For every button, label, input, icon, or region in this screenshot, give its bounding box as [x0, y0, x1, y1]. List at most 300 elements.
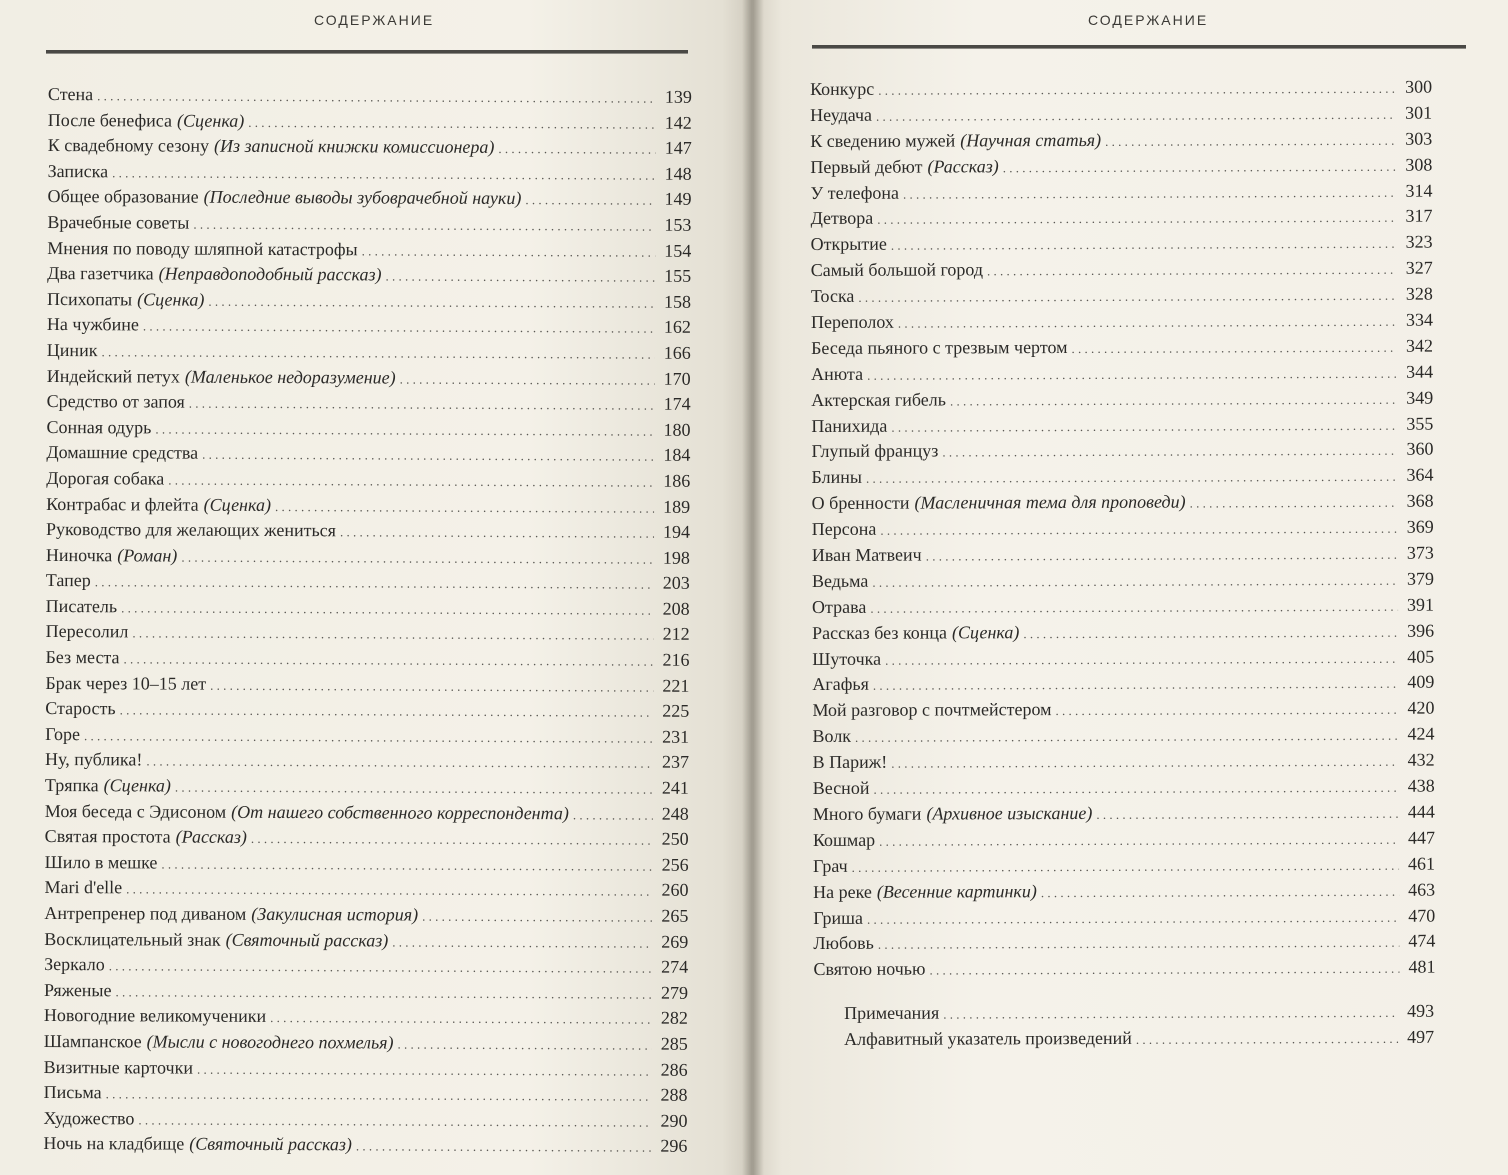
dot-leader	[84, 723, 653, 751]
dot-leader	[193, 212, 655, 240]
toc-entry	[812, 567, 1434, 595]
page-number: 237	[661, 752, 690, 773]
page-number: 225	[662, 700, 690, 722]
dot-leader	[161, 851, 652, 879]
entry-subtitle: (Весенние картинки)	[876, 880, 1037, 902]
entry-title: Отрава	[811, 596, 867, 617]
dot-leader	[362, 238, 656, 265]
toc-entry	[47, 236, 691, 264]
entry-subtitle: (Архивное изыскание)	[926, 802, 1093, 824]
entry-title: Мнения по поводу шляпной катастрофы	[47, 237, 358, 259]
toc-entry	[811, 385, 1433, 413]
entry-title: Средство от запоя	[46, 391, 185, 412]
page-number: 154	[664, 240, 692, 261]
entry-title: Панихида	[811, 415, 888, 436]
dot-leader	[942, 438, 1397, 466]
entry-subtitle: (Из записной книжки комиссионера)	[213, 135, 495, 158]
page-number: 248	[661, 803, 689, 824]
toc-entry	[44, 1003, 688, 1031]
toc-entry	[46, 466, 690, 494]
page-number: 166	[663, 342, 691, 363]
dot-leader	[872, 568, 1398, 596]
page-number: 198	[662, 547, 690, 568]
entry-title: Любовь	[813, 933, 874, 954]
entry-subtitle: (Неправдоподобный рассказ)	[158, 263, 382, 285]
page-number: 155	[664, 265, 692, 286]
toc-entry	[47, 210, 691, 238]
toc-list-right	[810, 75, 1435, 984]
toc-entry	[44, 1055, 688, 1083]
toc-list-left	[43, 82, 692, 1160]
page-number: 461	[1407, 853, 1436, 874]
toc-entry	[811, 282, 1433, 310]
toc-entry	[46, 543, 690, 571]
entry-subtitle: (Святочный рассказ)	[189, 1133, 353, 1155]
toc-entry	[43, 1106, 687, 1134]
dot-leader	[1023, 619, 1398, 646]
entry-title: Детвора	[810, 208, 874, 229]
dot-leader	[870, 594, 1398, 622]
toc-entry	[812, 489, 1434, 517]
dot-leader	[208, 288, 655, 316]
entry-subtitle: (Рассказ)	[175, 826, 247, 848]
page-number: 285	[660, 1033, 688, 1054]
toc-entry	[44, 927, 688, 955]
dot-leader	[943, 1000, 1398, 1028]
entry-title: Художество	[43, 1107, 135, 1129]
page-number: 379	[1406, 568, 1434, 589]
entry-title: Тоска	[810, 285, 855, 307]
toc-entry	[813, 825, 1435, 853]
toc-entry	[45, 671, 689, 699]
page-number: 189	[663, 496, 691, 517]
page-number: 364	[1406, 464, 1434, 486]
page-number: 158	[664, 291, 692, 312]
toc-entry	[47, 338, 691, 366]
page-number: 148	[664, 163, 692, 184]
dot-leader	[197, 1056, 652, 1084]
entry-subtitle: (От нашего собственного корреспондента)	[231, 801, 569, 823]
entry-subtitle: (Сценка)	[203, 494, 272, 515]
dot-leader	[95, 569, 654, 597]
entry-subtitle: (Сценка)	[176, 110, 245, 131]
toc-entry	[813, 774, 1435, 802]
entry-title: Брак через 10–15 лет	[45, 672, 207, 694]
entry-title: Шампанское	[43, 1030, 142, 1052]
page-number: 186	[663, 470, 691, 491]
dot-leader	[202, 442, 654, 470]
page-number: 355	[1406, 413, 1434, 434]
entry-title: Гриша	[813, 907, 864, 928]
dot-leader	[873, 671, 1399, 699]
toc-entry	[811, 256, 1433, 284]
dot-leader	[880, 516, 1397, 544]
entry-title: Много бумаги	[812, 803, 922, 824]
toc-entry	[812, 696, 1434, 724]
toc-entry	[48, 133, 692, 161]
page-number: 269	[661, 931, 689, 952]
page-number: 463	[1408, 879, 1436, 900]
toc-entry	[812, 644, 1434, 672]
entry-title: Переполох	[810, 311, 894, 333]
dot-leader	[878, 76, 1396, 104]
dot-leader	[891, 231, 1397, 259]
left-page	[0, 0, 752, 1175]
dot-leader	[876, 102, 1396, 130]
page-number: 432	[1407, 749, 1435, 770]
page-number: 349	[1406, 387, 1434, 408]
entry-subtitle: (Сценка)	[951, 621, 1020, 643]
page-number: 373	[1406, 542, 1434, 563]
page-number: 282	[660, 1008, 688, 1029]
entry-title: Весной	[812, 777, 870, 799]
toc-entry	[45, 696, 689, 724]
dot-leader	[106, 1081, 652, 1109]
toc-entry	[48, 159, 692, 187]
entry-title: Домашние средства	[46, 442, 199, 463]
entry-subtitle: (Святочный рассказ)	[225, 929, 389, 951]
entry-subtitle: (Рассказ)	[927, 155, 999, 177]
toc-entry	[810, 101, 1432, 129]
page-number: 368	[1406, 490, 1434, 511]
page-number: 369	[1406, 516, 1434, 537]
toc-entry	[45, 773, 689, 801]
dot-leader	[498, 136, 655, 162]
entry-title: Алфавитный указатель произведений	[844, 1027, 1132, 1049]
toc-entry	[811, 437, 1433, 465]
dot-leader	[155, 416, 654, 444]
entry-title: Ночь на кладбище	[43, 1133, 185, 1154]
entry-title: Ряженые	[43, 979, 112, 1001]
entry-title: Mari d'elle	[44, 877, 123, 898]
entry-title: Пересолил	[45, 621, 129, 642]
dot-leader	[121, 595, 654, 623]
page-number: 328	[1405, 283, 1433, 304]
page-number: 296	[660, 1136, 688, 1157]
entry-title: Мой разговор с почтмейстером	[812, 699, 1052, 721]
toc-entry	[47, 389, 691, 417]
right-page	[752, 0, 1508, 1175]
dot-leader	[950, 386, 1397, 414]
page-number: 409	[1407, 672, 1435, 693]
page-number: 194	[662, 521, 691, 542]
page-number: 424	[1407, 723, 1435, 744]
toc-entry	[44, 1080, 688, 1108]
page-number: 153	[664, 214, 692, 235]
page-number: 288	[660, 1084, 688, 1105]
dot-leader	[126, 877, 652, 905]
entry-title: В Париж!	[812, 751, 888, 773]
dot-leader	[878, 930, 1400, 958]
toc-entry	[44, 978, 688, 1006]
dot-leader	[112, 160, 656, 188]
toc-entry	[46, 594, 690, 622]
dot-leader	[987, 257, 1397, 284]
toc-entry	[46, 619, 690, 647]
toc-entry	[813, 748, 1435, 776]
dot-leader	[123, 646, 653, 674]
page-number: 438	[1407, 775, 1435, 796]
toc-entry	[46, 517, 690, 545]
dot-leader	[115, 979, 652, 1007]
entry-title: Грач	[812, 855, 848, 876]
entry-title: Руководство для желающих жениться	[46, 519, 337, 541]
toc-entry	[48, 82, 692, 110]
entry-title: Восклицательный знак	[44, 928, 221, 950]
dot-leader	[356, 1134, 652, 1161]
toc-entry	[811, 411, 1433, 439]
entry-title: У телефона	[810, 182, 900, 203]
entry-title: Актерская гибель	[811, 389, 946, 410]
page-number: 265	[661, 905, 689, 926]
page-number: 221	[662, 675, 690, 696]
dot-leader	[885, 645, 1398, 673]
entry-title: После бенефиса	[47, 109, 173, 131]
entry-subtitle: (Масленичная тема для проповеди)	[914, 491, 1186, 513]
entry-title: Ведьма	[811, 570, 869, 591]
entry-title: Новогодние великомученики	[43, 1005, 267, 1027]
entry-title: Визитные карточки	[43, 1056, 194, 1078]
page-number: 170	[663, 368, 691, 389]
running-head: СОДЕРЖАНИЕ	[1088, 12, 1209, 28]
page-number: 260	[661, 880, 689, 901]
entry-title: На чужбине	[46, 314, 139, 335]
dot-leader	[400, 366, 655, 393]
dot-leader	[397, 1032, 651, 1059]
toc-entry	[45, 645, 689, 673]
entry-title: Анюта	[811, 363, 864, 384]
page-number: 212	[662, 624, 690, 645]
page-number: 180	[663, 419, 691, 440]
entry-subtitle: (Последние выводы зубоврачебной науки)	[203, 187, 522, 209]
entry-title: Зеркало	[44, 954, 105, 975]
page-number: 147	[664, 137, 692, 158]
page-number: 208	[662, 598, 690, 619]
entry-title: Конкурс	[810, 78, 875, 99]
dot-leader	[143, 314, 655, 342]
toc-entry	[810, 178, 1432, 206]
page-number: 334	[1405, 309, 1433, 330]
entry-subtitle: (Сценка)	[137, 289, 205, 310]
page-number: 444	[1407, 801, 1435, 822]
entry-title: Психопаты	[47, 288, 133, 310]
entry-title: Шуточка	[812, 648, 882, 669]
dot-leader	[1041, 878, 1399, 905]
entry-title: Индейский петух	[46, 365, 180, 387]
entry-subtitle: (Закулисная история)	[251, 903, 419, 925]
page-number: 327	[1405, 257, 1433, 278]
entry-title: Общее образование	[47, 186, 199, 208]
toc-entry	[813, 955, 1435, 983]
dot-leader	[866, 464, 1398, 492]
toc-entry	[45, 722, 689, 750]
toc-entry	[44, 1029, 688, 1057]
dot-leader	[879, 827, 1399, 855]
entry-title: Примечания	[844, 1002, 940, 1023]
page-number: 344	[1406, 361, 1434, 382]
toc-entry	[810, 152, 1432, 180]
toc-entry	[810, 75, 1432, 103]
page-number: 493	[1407, 1000, 1435, 1021]
running-head: СОДЕРЖАНИЕ	[314, 12, 435, 28]
page-number: 342	[1405, 335, 1434, 356]
entry-title: Писатель	[45, 595, 118, 617]
toc-entry	[46, 568, 690, 596]
dot-leader	[1136, 1026, 1398, 1053]
toc-entry	[812, 592, 1434, 620]
dot-leader	[275, 493, 654, 520]
toc-entry	[45, 747, 689, 775]
toc-entry	[48, 108, 692, 136]
page-number: 174	[663, 393, 691, 414]
entry-title: К сведению мужей	[810, 130, 956, 151]
page-number: 308	[1405, 154, 1433, 175]
entry-title: Ну, публика!	[45, 749, 143, 770]
entry-subtitle: (Сценка)	[103, 775, 172, 796]
page-number: 250	[661, 828, 689, 850]
dot-leader	[1190, 490, 1398, 517]
entry-title: Антрепренер под диваном	[44, 902, 247, 924]
dot-leader	[867, 361, 1397, 389]
page-number: 279	[660, 982, 689, 1003]
page-number: 231	[662, 726, 690, 747]
page-number: 474	[1408, 930, 1436, 952]
entry-title: Записка	[47, 160, 109, 182]
dot-leader	[852, 852, 1400, 880]
entry-title: Глупый француз	[811, 440, 939, 462]
toc-entry	[844, 998, 1434, 1026]
toc-entry	[46, 440, 690, 468]
page-number: 396	[1407, 620, 1435, 641]
toc-entry	[811, 463, 1433, 491]
entry-title: Ниночка	[45, 544, 113, 565]
entry-title: Персона	[811, 518, 877, 540]
dot-leader	[1071, 335, 1397, 362]
toc-entry	[811, 359, 1433, 387]
toc-entry	[813, 800, 1435, 828]
toc-entry	[811, 308, 1433, 336]
book-gutter	[742, 0, 764, 1175]
dot-leader	[101, 339, 654, 367]
toc-entry	[810, 126, 1432, 154]
toc-entry	[813, 877, 1435, 905]
entry-title: Первый дебют	[810, 156, 923, 177]
entry-subtitle: (Научная статья)	[960, 129, 1102, 151]
dot-leader	[422, 904, 652, 931]
dot-leader	[1096, 801, 1399, 828]
entry-title: Горе	[45, 723, 81, 744]
entry-title: Неудача	[810, 104, 873, 125]
page-number: 216	[662, 649, 690, 670]
page-number: 286	[660, 1059, 688, 1080]
entry-title: Циник	[46, 339, 98, 361]
page-number: 300	[1405, 76, 1433, 97]
toc-entry	[43, 1131, 687, 1159]
entry-title: Святою ночью	[813, 958, 926, 980]
page-number: 301	[1405, 102, 1433, 123]
page-number: 241	[661, 777, 689, 798]
toc-entry	[812, 541, 1434, 569]
entry-title: На реке	[813, 881, 872, 902]
toc-entry	[813, 903, 1435, 931]
toc-entry	[47, 261, 691, 289]
dot-leader	[181, 544, 654, 572]
dot-leader	[251, 826, 653, 853]
header-rule	[812, 45, 1466, 49]
dot-leader	[891, 749, 1399, 777]
dot-leader	[929, 956, 1399, 984]
dot-leader	[1003, 153, 1397, 180]
entry-title: Шило в мешке	[44, 851, 158, 873]
toc-entry	[47, 287, 691, 315]
dot-leader	[855, 723, 1399, 751]
dot-leader	[109, 953, 652, 981]
entry-title: Блины	[811, 467, 863, 488]
dot-leader	[867, 904, 1399, 932]
dot-leader	[1105, 128, 1396, 155]
dot-leader	[903, 179, 1397, 207]
dot-leader	[189, 391, 655, 419]
dot-leader	[891, 412, 1397, 440]
page-number: 139	[664, 86, 692, 107]
page-number: 256	[661, 854, 689, 875]
entry-title: Сонная одурь	[46, 416, 152, 438]
entry-title: Самый большой город	[810, 259, 984, 281]
toc-entry	[45, 799, 689, 827]
toc-entry	[811, 334, 1433, 362]
entry-title: Беседа пьяного с трезвым чертом	[811, 336, 1068, 358]
toc-appendix-list	[844, 998, 1434, 1052]
toc-entry	[844, 1024, 1434, 1052]
toc-entry	[812, 670, 1434, 698]
toc-entry	[811, 230, 1433, 258]
entry-title: О бренности	[811, 492, 910, 514]
toc-entry	[47, 364, 691, 392]
entry-title: Моя беседа с Эдисоном	[44, 800, 227, 822]
dot-leader	[392, 929, 652, 956]
dot-leader	[926, 542, 1398, 570]
entry-title: Дорогая собака	[46, 467, 165, 489]
dot-leader	[138, 1107, 651, 1135]
toc-entry	[812, 618, 1434, 646]
entry-title: Иван Матвеич	[811, 544, 922, 566]
dot-leader	[97, 83, 656, 111]
page-number: 481	[1408, 956, 1436, 977]
page-number: 317	[1405, 206, 1433, 227]
entry-title: Открытие	[810, 234, 887, 255]
page-number: 203	[662, 572, 690, 594]
page-number: 149	[664, 189, 692, 210]
entry-subtitle: (Маленькое недоразумение)	[184, 366, 396, 388]
toc-entry	[45, 850, 689, 878]
page-number: 323	[1405, 231, 1433, 253]
toc-entry	[45, 824, 689, 852]
dot-leader	[898, 309, 1397, 337]
page-number: 405	[1407, 646, 1435, 667]
toc-entry	[813, 929, 1435, 957]
entry-title: Агафья	[812, 674, 869, 695]
toc-entry	[47, 184, 691, 212]
dot-leader	[146, 749, 653, 777]
entry-title: Врачебные советы	[47, 211, 190, 233]
page-number: 391	[1406, 594, 1435, 615]
dot-leader	[168, 467, 654, 495]
entry-title: Тапер	[45, 570, 91, 591]
toc-entry	[47, 312, 691, 340]
toc-entry	[44, 901, 688, 929]
toc-entry	[810, 204, 1432, 232]
dot-leader	[385, 264, 655, 291]
